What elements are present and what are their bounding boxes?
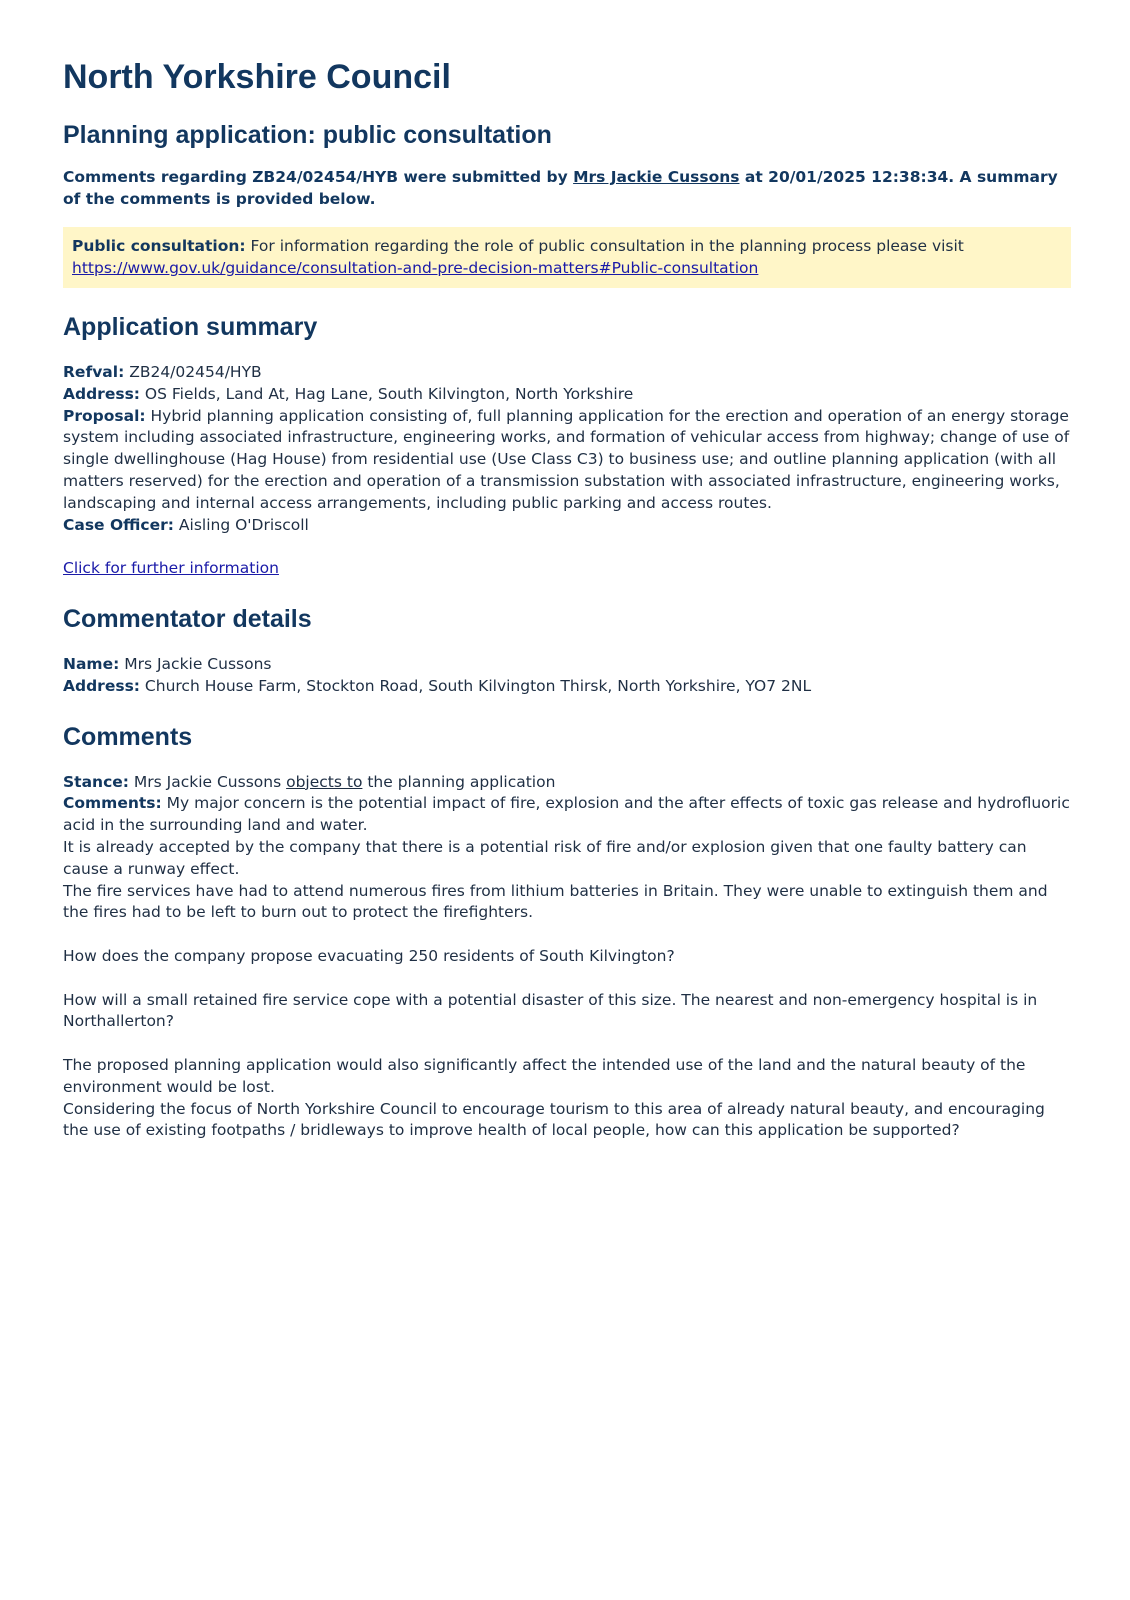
submission-intro — [63, 166, 1071, 210]
commentator-link[interactable]: Mrs Jackie Cussons — [573, 168, 740, 186]
name-value: Mrs Jackie Cussons — [119, 654, 272, 673]
consultation-guidance-link[interactable]: https://www.gov.uk/guidance/consultation-and-pre-decision-matters#Public-consultation — [72, 259, 759, 277]
commentator-details — [63, 654, 1071, 698]
comments-body — [63, 772, 1071, 1143]
address-value: OS Fields, Land At, Hag Lane, South Kilvington, North Yorkshire — [140, 384, 634, 403]
notice-label: Public consultation: — [72, 237, 246, 255]
spacer — [63, 536, 1071, 558]
spacer — [63, 1033, 1071, 1055]
case-officer-row — [63, 515, 1071, 537]
address-label: Address: — [63, 384, 140, 403]
further-information-link[interactable]: Click for further information — [63, 559, 279, 578]
comment-paragraph: How does the company propose evacuating 250 residents of South Kilvington? — [63, 946, 675, 965]
stance-row — [63, 772, 1071, 794]
proposal-value: Hybrid planning application consisting of, full planning application for the erection and operation of an energy storage system including associated infrastructure, engineering works, and formation of vehicular access from highway; change of use of single dwellinghouse (Hag House) from residential use (Use Class C3) to business use; and outline planning application (with all matters reserved) for the erection and operation of a transmission substation with associated infrastructure, engineering works, landscaping and internal access arrangements, including public parking and access routes. — [63, 406, 1070, 512]
document-page — [63, 52, 1071, 1142]
stance-value: objects to — [286, 772, 363, 791]
case-officer-label: Case Officer: — [63, 515, 174, 534]
page-subtitle: Planning application: public consultation — [63, 121, 552, 149]
comment-paragraph — [63, 793, 1071, 837]
comment-paragraph: How will a small retained fire service cope with a potential disaster of this size. The nearest and non-emergency hospital is in Northallerton? — [63, 990, 1038, 1031]
comment-text-1: My major concern is the potential impact of fire, explosion and the after effects of toxic gas release and hydrofluoric acid in the surrounding land and water. — [63, 794, 1070, 835]
intro-suffix: at 20/01/2025 12:38:34. A summary of the comments is provided below. — [63, 168, 1058, 208]
commentator-address-value: Church House Farm, Stockton Road, South Kilvington Thirsk, North Yorkshire, YO7 2NL — [140, 676, 812, 695]
comment-paragraph: The proposed planning application would also significantly affect the intended use of the land and the natural beauty of the environment would be lost. — [63, 1055, 1026, 1096]
commentator-details-heading: Commentator details — [63, 604, 312, 633]
refval-label: Refval: — [63, 363, 125, 381]
council-title: North Yorkshire Council — [63, 58, 451, 96]
proposal-row — [63, 406, 1071, 515]
stance-suffix: the planning application — [362, 772, 556, 791]
comments-heading: Comments — [63, 722, 193, 751]
notice-text: For information regarding the role of public consultation in the planning process please visit — [245, 237, 964, 255]
commentator-address-row — [63, 676, 1071, 698]
application-summary — [63, 362, 1071, 580]
name-label: Name: — [63, 654, 120, 673]
comment-paragraph: The fire services have had to attend numerous fires from lithium batteries in Britain. They were unable to extinguish them and the fires had to be left to burn out to protect the firefighters. — [63, 881, 1048, 922]
name-row — [63, 654, 1071, 676]
commentator-address-label: Address: — [63, 676, 140, 695]
comments-label: Comments: — [63, 794, 162, 813]
refval-value: ZB24/02454/HYB — [124, 363, 262, 381]
spacer — [63, 968, 1071, 990]
refval-row — [63, 362, 1071, 384]
stance-prefix: Mrs Jackie Cussons — [128, 772, 287, 791]
proposal-label: Proposal: — [63, 406, 146, 425]
public-consultation-notice — [63, 227, 1071, 288]
stance-label: Stance: — [63, 772, 129, 791]
application-summary-heading: Application summary — [63, 313, 318, 341]
spacer — [63, 924, 1071, 946]
address-row — [63, 384, 1071, 406]
case-officer-value: Aisling O'Driscoll — [173, 515, 309, 534]
intro-prefix: Comments regarding ZB24/02454/HYB were submitted by — [63, 168, 574, 186]
comment-paragraph: Considering the focus of North Yorkshire Council to encourage tourism to this area of already natural beauty, and encouraging the use of existing footpaths / bridleways to improve health of local people, how can this application be supported? — [63, 1099, 1045, 1140]
comment-paragraph: It is already accepted by the company that there is a potential risk of fire and/or explosion given that one faulty battery can cause a runway effect. — [63, 837, 1027, 878]
